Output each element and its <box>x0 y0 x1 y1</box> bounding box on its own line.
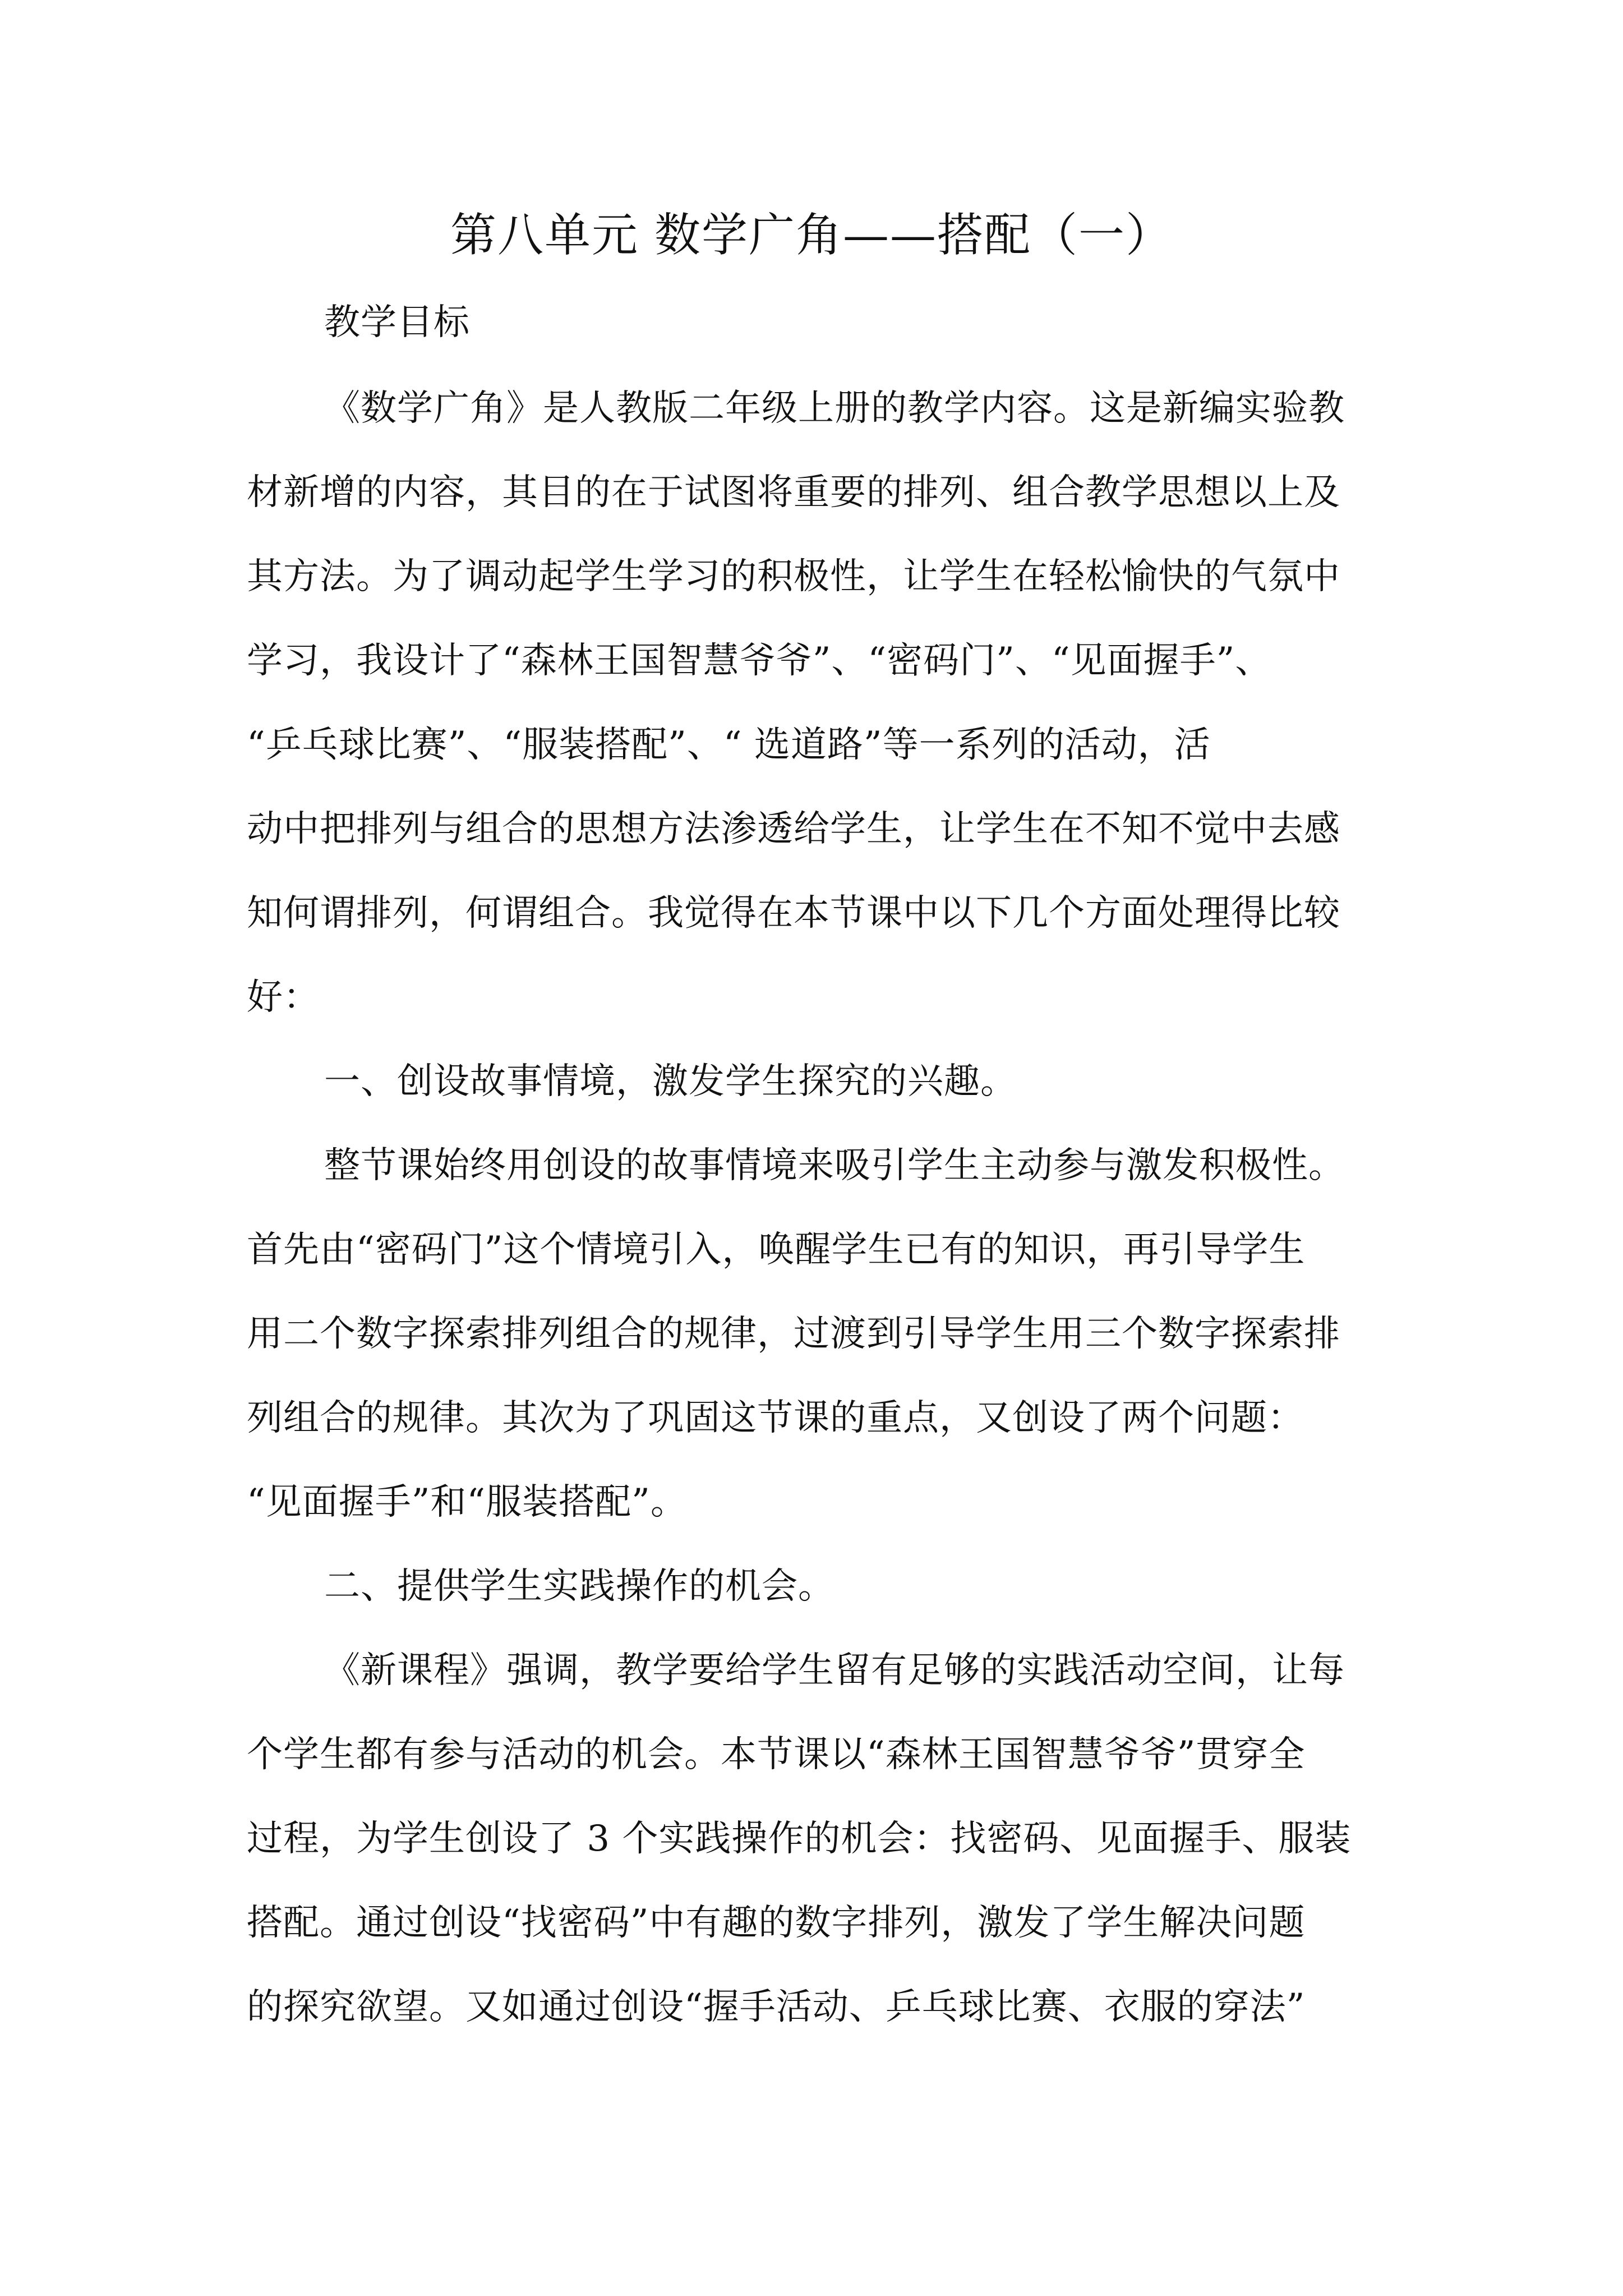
paragraph-line: 《新课程》强调，教学要给学生留有足够的实践活动空间，让每 <box>324 1650 1345 1691</box>
paragraph-line: 知何谓排列，何谓组合。我觉得在本节课中以下几个方面处理得比较 <box>247 892 1340 934</box>
paragraph-line: 材新增的内容，其目的在于试图将重要的排列、组合教学思想以上及 <box>247 472 1340 513</box>
paragraph-line: 用二个数字探索排列组合的规律，过渡到引导学生用三个数字探索排 <box>247 1313 1340 1355</box>
paragraph-line: 首先由“密码门”这个情境引入，唤醒学生已有的知识，再引导学生 <box>247 1229 1306 1271</box>
paragraph-line: 学习，我设计了“森林王国智慧爷爷”、“密码门”、“见面握手”、 <box>247 640 1272 682</box>
paragraph-line: “见面握手”和“服装搭配”。 <box>247 1481 687 1523</box>
paragraph-line: “乒乓球比赛”、“服装搭配”、“ 选道路”等一系列的活动，活 <box>247 724 1211 766</box>
paragraph-line: 个学生都有参与活动的机会。本节课以“森林王国智慧爷爷”贯穿全 <box>247 1734 1306 1775</box>
paragraph-line: 列组合的规律。其次为了巩固这节课的重点，又创设了两个问题： <box>247 1397 1304 1439</box>
paragraph-line: 《数学广角》是人教版二年级上册的教学内容。这是新编实验教 <box>324 388 1345 429</box>
paragraph-line: 搭配。通过创设“找密码”中有趣的数字排列，激发了学生解决问题 <box>247 1902 1306 1944</box>
paragraph-line: 的探究欲望。又如通过创设“握手活动、乒乓球比赛、衣服的穿法” <box>247 1986 1306 2028</box>
paragraph-line: 整节课始终用创设的故事情境来吸引学生主动参与激发积极性。 <box>324 1145 1345 1186</box>
paragraph-line: 过程，为学生创设了 3 个实践操作的机会：找密码、见面握手、服装 <box>247 1818 1352 1860</box>
subsection-heading: 一、创设故事情境，激发学生探究的兴趣。 <box>324 1061 1017 1102</box>
paragraph-line: 其方法。为了调动起学生学习的积极性，让学生在轻松愉快的气氛中 <box>247 556 1340 597</box>
section-heading: 教学目标 <box>324 302 470 343</box>
paragraph-line: 动中把排列与组合的思想方法渗透给学生，让学生在不知不觉中去感 <box>247 808 1340 850</box>
document-title: 第八单元 数学广角——搭配（一） <box>450 209 1173 262</box>
paragraph-line: 好： <box>247 977 320 1018</box>
subsection-heading: 二、提供学生实践操作的机会。 <box>324 1566 834 1607</box>
